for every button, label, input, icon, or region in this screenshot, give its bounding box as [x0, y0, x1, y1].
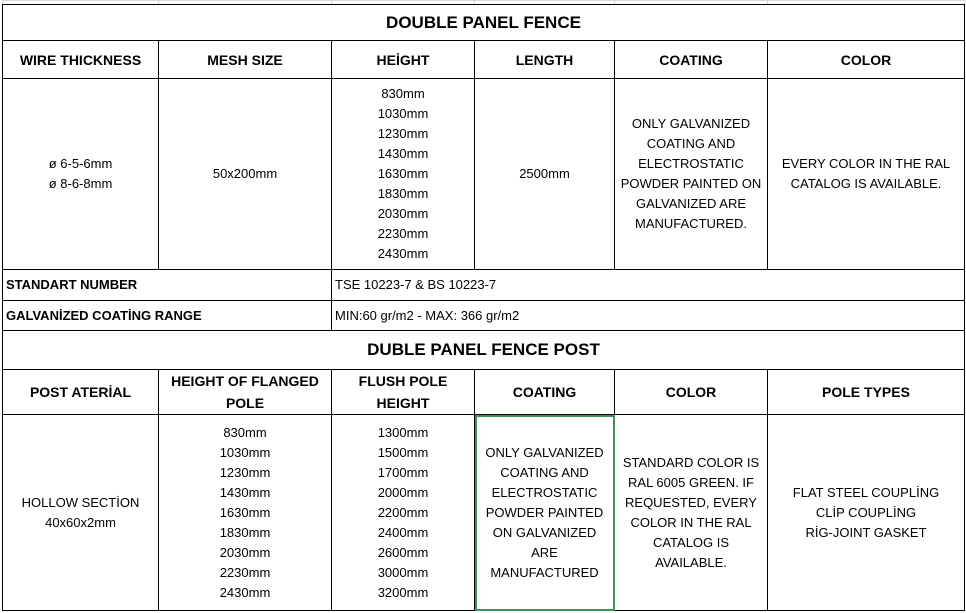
post-header-row	[3, 370, 965, 415]
fence-header-row	[3, 41, 965, 79]
pole-types-cell: FLAT STEEL COUPLİNG CLİP COUPLİNG RİG-JOINT GASKET	[768, 415, 965, 611]
header-color: COLOR	[768, 41, 965, 79]
header-pole-types: POLE TYPES	[768, 370, 965, 415]
header-length: LENGTH	[475, 41, 615, 79]
length-cell: 2500mm	[475, 79, 615, 270]
galvanized-row	[3, 301, 965, 331]
mesh-size-cell: 50x200mm	[159, 79, 332, 270]
post-coating-cell[interactable]: ONLY GALVANIZED COATING AND ELECTROSTATIC POWDER PAINTED ON GALVANIZED ARE MANUFACTURED	[475, 415, 615, 611]
galvanized-value: MIN:60 gr/m2 - MAX: 366 gr/m2	[332, 301, 965, 331]
standard-label: STANDART NUMBER	[3, 270, 332, 301]
spec-table	[2, 0, 965, 611]
header-post-material: POST ATERİAL	[3, 370, 159, 415]
flanged-height-cell: 830mm 1030mm 1230mm 1430mm 1630mm 1830mm 2030mm 2230mm 2430mm	[159, 415, 332, 611]
flush-height-cell: 1300mm 1500mm 1700mm 2000mm 2200mm 2400mm 2600mm 3000mm 3200mm	[332, 415, 475, 611]
header-post-coating: COATING	[475, 370, 615, 415]
post-data-row	[3, 415, 965, 611]
fence-title: DOUBLE PANEL FENCE	[3, 5, 965, 41]
standard-row	[3, 270, 965, 301]
height-cell: 830mm 1030mm 1230mm 1430mm 1630mm 1830mm 2030mm 2230mm 2430mm	[332, 79, 475, 270]
header-height: HEİGHT	[332, 41, 475, 79]
post-color-cell: STANDARD COLOR IS RAL 6005 GREEN. IF REQUESTED, EVERY COLOR IN THE RAL CATALOG IS AVAILABLE.	[615, 415, 768, 611]
coating-cell: ONLY GALVANIZED COATING AND ELECTROSTATIC POWDER PAINTED ON GALVANIZED ARE MANUFACTURED.	[615, 79, 768, 270]
color-cell: EVERY COLOR IN THE RAL CATALOG IS AVAILABLE.	[768, 79, 965, 270]
header-mesh-size: MESH SIZE	[159, 41, 332, 79]
header-wire-thickness: WIRE THICKNESS	[3, 41, 159, 79]
fence-data-row	[3, 79, 965, 270]
post-material-cell: HOLLOW SECTİON 40x60x2mm	[3, 415, 159, 611]
post-title: DUBLE PANEL FENCE POST	[3, 331, 965, 370]
header-post-color: COLOR	[615, 370, 768, 415]
wire-thickness-cell: ø 6-5-6mm ø 8-6-8mm	[3, 79, 159, 270]
header-coating: COATING	[615, 41, 768, 79]
header-flush-height: FLUSH POLE HEIGHT	[332, 370, 475, 415]
standard-value: TSE 10223-7 & BS 10223-7	[332, 270, 965, 301]
galvanized-label: GALVANİZED COATİNG RANGE	[3, 301, 332, 331]
header-flanged-height: HEIGHT OF FLANGED POLE	[159, 370, 332, 415]
